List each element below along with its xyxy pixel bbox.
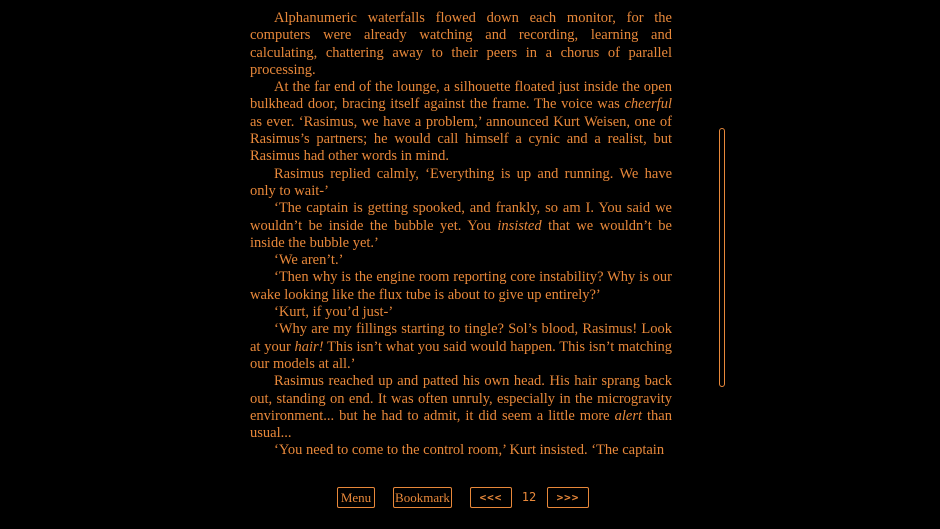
text-run: This isn’t what you said would happen. This isn’t matching our models at all.’	[250, 338, 672, 372]
paragraph	[250, 166, 672, 201]
text-run: ‘Kurt, if you’d just-’	[274, 304, 394, 321]
text-run: ‘Why are my fillings starting to tingle? Sol’s blood, Rasimus! Look at your	[250, 321, 672, 355]
text-run: as ever. ‘Rasimus, we have a problem,’ announced Kurt Weisen, one of Rasimus’s partners; he would call himself a cynic and a realist, but Rasimus had other words in mind.	[250, 113, 672, 165]
emphasis-text: insisted	[497, 217, 542, 234]
text-run: At the far end of the lounge, a silhouette floated just inside the open bulkhead door, bracing itself against the frame. The voice was	[250, 79, 672, 113]
emphasis-text: alert	[614, 407, 643, 424]
text-run: ‘We aren’t.’	[274, 252, 344, 269]
page-number: 12	[521, 490, 537, 504]
next-page-button[interactable]: >>>	[547, 487, 589, 508]
text-run: Rasimus replied calmly, ‘Everything is up and running. We have only to wait-’	[250, 165, 672, 199]
emphasis-text: hair!	[294, 338, 324, 355]
text-run: that we wouldn’t be inside the bubble yet.’	[250, 217, 672, 251]
text-run: ‘The captain is getting spooked, and frankly, so am I. You said we wouldn’t be inside the bubble yet. You	[250, 200, 672, 234]
emphasis-text: cheerful	[624, 96, 672, 113]
paragraph	[250, 252, 672, 269]
page-controls	[0, 487, 940, 509]
paragraph	[250, 304, 672, 321]
paragraph	[250, 79, 672, 165]
previous-page-button[interactable]: <<<	[470, 487, 512, 508]
text-run: ‘You need to come to the control room,’ Kurt insisted. ‘The captain	[274, 442, 665, 459]
paragraph	[250, 200, 672, 252]
menu-button[interactable]: Menu	[337, 487, 375, 508]
paragraph	[250, 373, 672, 442]
text-run: Rasimus reached up and patted his own head. His hair sprang back out, standing on end. It was often unruly, especially in the microgravity environment... but he had to admit, it did seem a little more	[250, 373, 672, 424]
scrollbar-thumb[interactable]	[719, 128, 725, 387]
book-text-area	[250, 10, 672, 459]
paragraph	[250, 321, 672, 373]
text-run: Alphanumeric waterfalls flowed down each monitor, for the computers were already watching and recording, learning and calculating, chattering away to their peers in a chorus of parallel processing.	[250, 10, 672, 78]
text-run: ‘Then why is the engine room reporting core instability? Why is our wake looking like the flux tube is about to give up entirely?’	[250, 269, 672, 303]
paragraph	[250, 269, 672, 304]
bookmark-button[interactable]: Bookmark	[393, 487, 452, 508]
paragraph	[250, 442, 672, 459]
paragraph	[250, 10, 672, 79]
text-run: than usual...	[250, 407, 672, 442]
